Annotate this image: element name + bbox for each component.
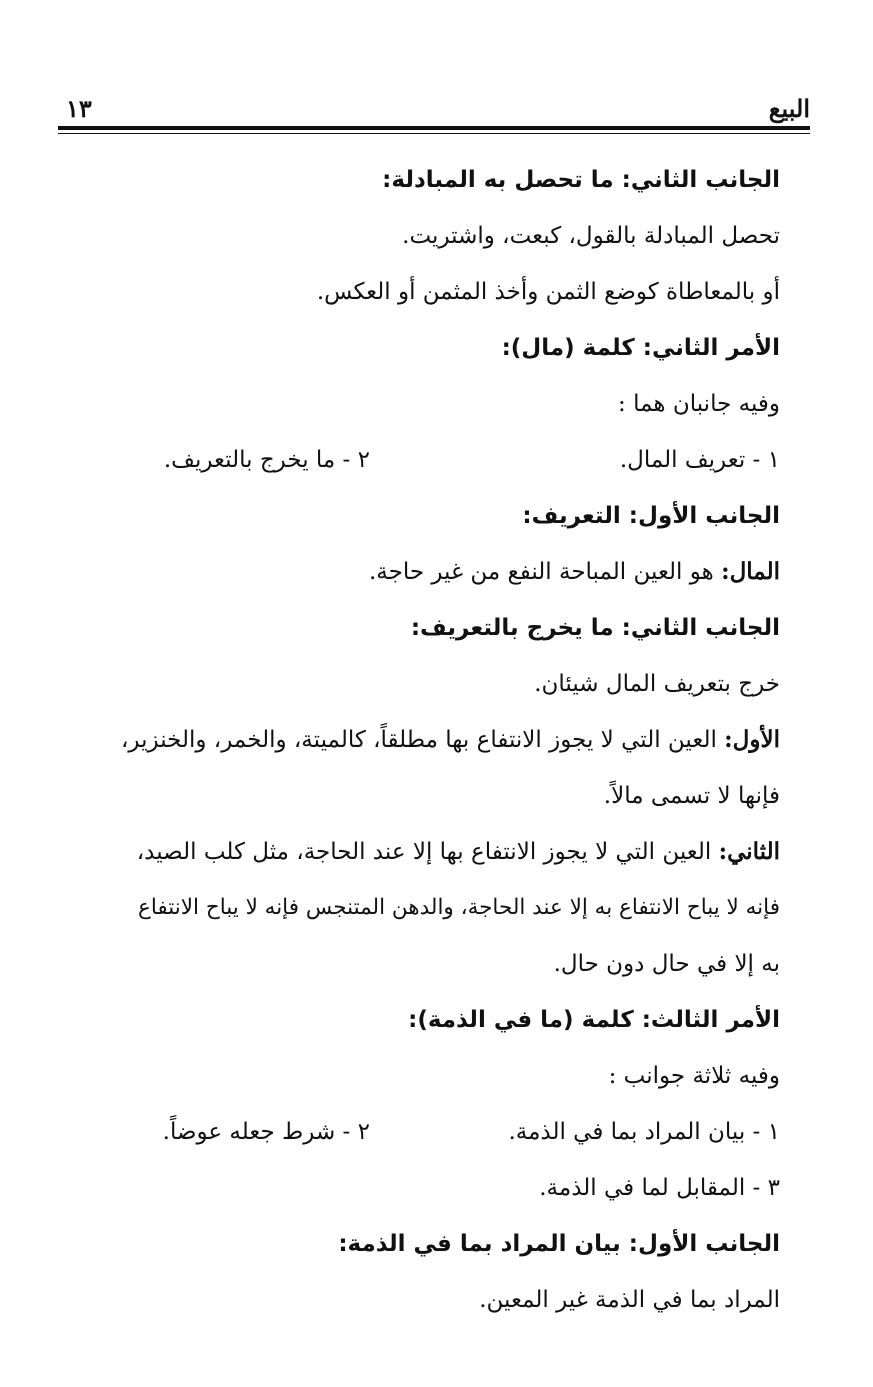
section-heading: الجانب الأول: التعريف: <box>522 503 780 529</box>
header-rule-thick <box>58 126 810 130</box>
paragraph: تحصل المبادلة بالقول، كبعت، واشتريت. <box>402 223 780 249</box>
first-label: الأول: <box>724 726 780 753</box>
section-heading: الأمر الثالث: كلمة (ما في الذمة): <box>408 1007 780 1033</box>
second-text-line3: به إلا في حال دون حال. <box>553 951 780 977</box>
section-heading: الجانب الثاني: ما تحصل به المبادلة: <box>382 167 780 193</box>
second-label: الثاني: <box>718 838 780 865</box>
numbered-list <box>58 1104 780 1160</box>
paragraph-first <box>58 712 780 768</box>
running-title: البيع <box>768 94 810 123</box>
first-text-line1: العين التي لا يجوز الانتفاع بها مطلقاً، كالميتة، والخمر، والخنزير، <box>121 727 717 753</box>
paragraph: وفيه جانبان هما : <box>618 391 780 417</box>
paragraph: المراد بما في الذمة غير المعين. <box>479 1287 780 1313</box>
section-heading: الجانب الثاني: ما يخرج بالتعريف: <box>410 615 780 641</box>
header-rule-thin <box>58 133 810 134</box>
second-text-line2: فإنه لا يباح الانتفاع به إلا عند الحاجة، والدهن المتنجس فإنه لا يباح الانتفاع <box>138 895 780 920</box>
numbered-list <box>58 432 780 488</box>
list-item: ٢ - ما يخرج بالتعريف. <box>163 447 370 473</box>
list-item: ١ - تعريف المال. <box>619 447 780 473</box>
paragraph: وفيه ثلاثة جوانب : <box>608 1063 780 1089</box>
first-text-line2: فإنها لا تسمى مالاً. <box>603 783 780 809</box>
paragraph-second <box>58 824 780 880</box>
second-text-line1: العين التي لا يجوز الانتفاع بها إلا عند الحاجة، مثل كلب الصيد، <box>136 839 712 865</box>
definition-text: هو العين المباحة النفع من غير حاجة. <box>368 559 714 585</box>
definition <box>58 544 780 600</box>
list-item: ٣ - المقابل لما في الذمة. <box>539 1175 780 1201</box>
page-number: ١٣ <box>66 94 92 123</box>
list-item: ١ - بيان المراد بما في الذمة. <box>508 1119 780 1145</box>
section-heading: الجانب الأول: بيان المراد بما في الذمة: <box>338 1231 780 1257</box>
section-heading: الأمر الثاني: كلمة (مال): <box>501 335 780 361</box>
page-body <box>58 152 780 1328</box>
definition-term: المال: <box>721 558 780 585</box>
paragraph: خرج بتعريف المال شيئان. <box>534 671 780 697</box>
page-header <box>58 92 810 132</box>
list-item: ٢ - شرط جعله عوضاً. <box>162 1119 370 1145</box>
paragraph: أو بالمعاطاة كوضع الثمن وأخذ المثمن أو العكس. <box>316 279 780 305</box>
